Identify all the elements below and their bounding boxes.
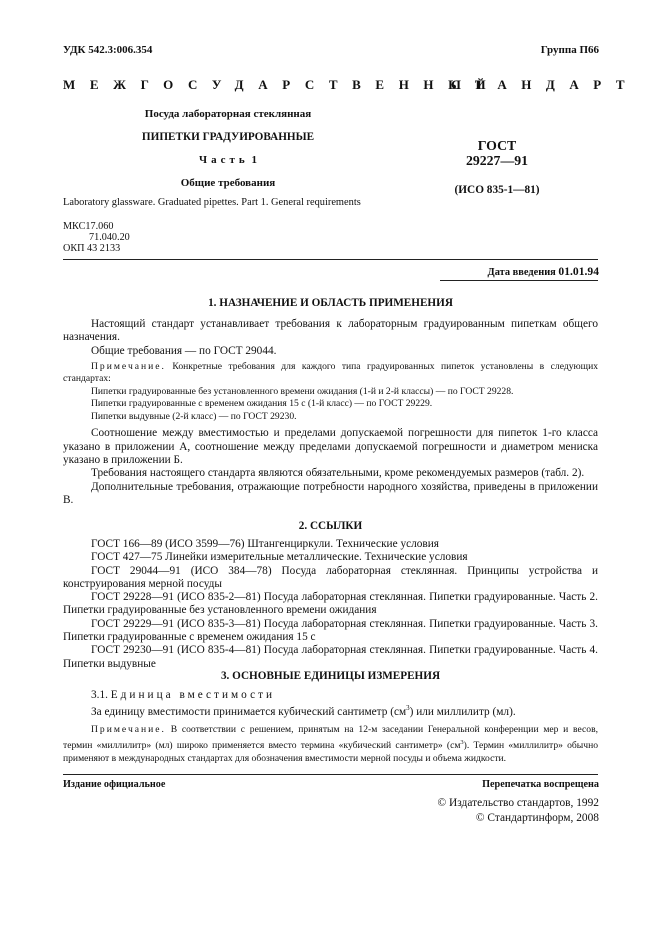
s1-paragraph-5: Дополнительные требования, отражающие потребности народного хозяйства, приведены в приложении В.: [63, 480, 598, 506]
divider-top: [63, 259, 598, 260]
introduction-date: [488, 265, 599, 278]
section-2-heading: 2. ССЫЛКИ: [298, 520, 363, 532]
group-code: Группа П66: [540, 44, 599, 56]
udk-code: УДК 542.3:006.354: [63, 44, 153, 56]
s1-paragraph-2: Общие требования — по ГОСТ 29044.: [91, 344, 277, 357]
s1-paragraph-3: Соотношение между вместимостью и пределами допускаемой погрешности для пипеток 1-го класса указано в приложении А, соотношение между пределами допускаемой погрешности и диаметром мениска указано в приложении Б.: [63, 427, 598, 466]
gost-number: 29227—91: [465, 153, 529, 168]
s3-paragraph-1: За единицу вместимости принимается кубический сантиметр $(см^3)$ или миллилитр (мл).: [91, 704, 516, 719]
okp-code: ОКП 43 2133: [63, 243, 121, 254]
ref-item: ГОСТ 166—89 (ИСО 3599—76) Штангенциркули. Технические условия: [91, 538, 439, 550]
ref-item: ГОСТ 29228—91 (ИСО 835-2—81) Посуда лабораторная стеклянная. Пипетки градуированные. Часть 2. Пипетки градуированные без установленного времени ожидания: [63, 591, 598, 617]
s1-paragraph-4: Требования настоящего стандарта являются обязательными, кроме рекомендуемых размеров (табл. 2).: [91, 467, 585, 480]
part-label: Часть: [199, 154, 249, 166]
mks-value-2: 71.040.20: [89, 232, 130, 243]
title-line2: ПИПЕТКИ ГРАДУИРОВАННЫЕ: [141, 131, 315, 143]
ref-item: ГОСТ 29229—91 (ИСО 835-3—81) Посуда лабораторная стеклянная. Пипетки градуированные. Часть 3. Пипетки градуированные с временем ожидания 15 с: [63, 617, 598, 644]
iso-reference: (ИСО 835-1—81): [454, 184, 540, 196]
s1-note-item-3: Пипетки выдувные (2-й класс) — по ГОСТ 29230.: [91, 410, 297, 422]
section-1-heading: 1. НАЗНАЧЕНИЕ И ОБЛАСТЬ ПРИМЕНЕНИЯ: [208, 297, 453, 309]
title-line1: Посуда лабораторная стеклянная: [144, 108, 312, 120]
s1-note: Примечание. Конкретные требования для каждого типа градуированных пипеток установлены в следующих стандартах:: [63, 360, 598, 385]
section-3-body: [63, 689, 598, 765]
mks-value-1: 17.060: [85, 221, 114, 232]
intro-date-label: Дата введения: [487, 267, 556, 278]
title-english: Laboratory glassware. Graduated pipettes. Part 1. General requirements: [63, 197, 361, 208]
banner-interstate: МЕЖГОСУДАРСТВЕННЫЙ: [63, 77, 501, 92]
gost-label: ГОСТ: [477, 138, 517, 153]
ref-item: ГОСТ 427—75 Линейки измерительные металлические. Технические условия: [91, 551, 468, 564]
mks-label: МКС: [63, 221, 86, 232]
mks-code: [63, 221, 113, 232]
copyright-2008: © Стандартинформ, 2008: [475, 812, 599, 824]
official-edition: Издание официальное: [63, 779, 166, 790]
divider-date: [440, 280, 598, 281]
title-part: [63, 154, 393, 166]
divider-footer: [63, 774, 598, 775]
section-3-heading: 3. ОСНОВНЫЕ ЕДИНИЦЫ ИЗМЕРЕНИЯ: [220, 670, 441, 682]
section-2-body: [63, 538, 598, 671]
title-line4: Общие требования: [180, 177, 276, 189]
s1-note-item-1: Пипетки градуированные без установленного времени ожидания (1-й и 2-й классы) — по ГОСТ 29228.: [91, 385, 514, 397]
s1-note-item-2: Пипетки градуированные с временем ожидания 15 с (1-й класс) — по ГОСТ 29229.: [91, 398, 433, 410]
s1-paragraph-1: Настоящий стандарт устанавливает требования к лабораторным градуированным пипеткам общего назначения.: [63, 318, 598, 344]
s3-note: Примечание. В соответствии с решением, принятым на 12-м заседании Генеральной конференции мер и весов, термин «миллилитр» (мл) широко применяется вместо термина «кубический сантиметр» $(см^3)$. Термин «миллилитр» обычно применяют в международных стандартах для обозначения вместимости мерной посуды и объема жидкости.: [63, 724, 599, 764]
section-1-body: [63, 318, 598, 507]
reprint-prohibited: Перепечатка воспрещена: [482, 779, 599, 790]
intro-date-value: 01.01.94: [558, 265, 599, 278]
s3-subheading: 3.1. Единица вместимости: [91, 689, 276, 701]
ref-item: ГОСТ 29230—91 (ИСО 835-4—81) Посуда лабораторная стеклянная. Пипетки градуированные. Часть 4. Пипетки выдувные: [63, 644, 598, 670]
banner-standard: СТАНДАРТ: [451, 77, 640, 92]
copyright-1992: © Издательство стандартов, 1992: [437, 797, 599, 809]
part-number: 1: [251, 154, 257, 166]
ref-item: ГОСТ 29044—91 (ИСО 384—78) Посуда лабораторная стеклянная. Принципы устройства и конструирования мерной посуды: [63, 564, 598, 590]
